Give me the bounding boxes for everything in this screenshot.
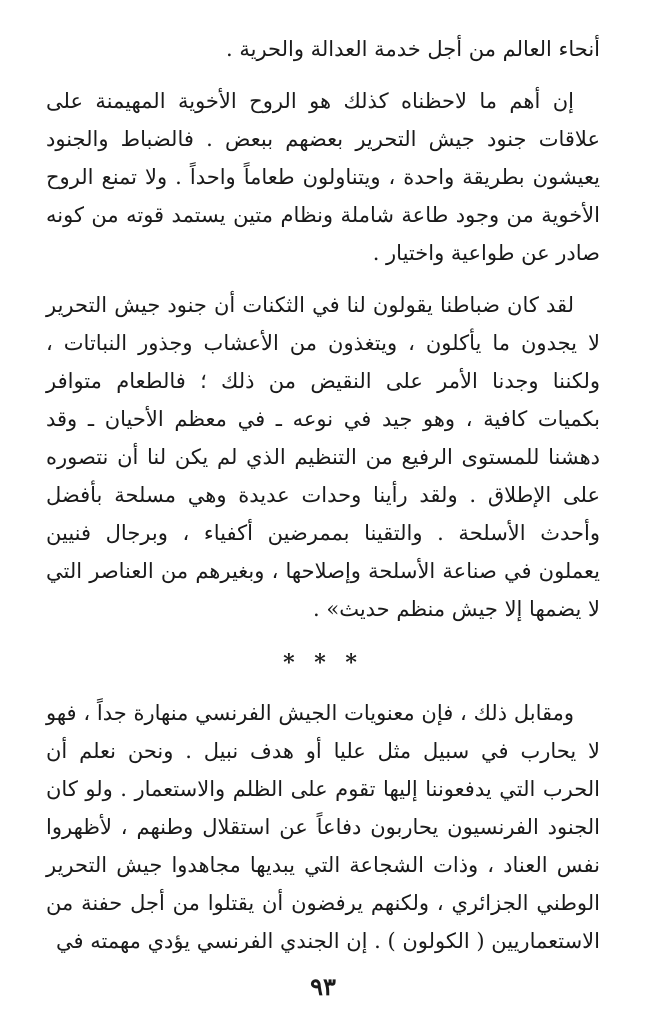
paragraph-continuation: أنحاء العالم من أجل خدمة العدالة والحرية . <box>225 37 600 61</box>
paragraph-barracks: لقد كان ضباطنا يقولون لنا في الثكنات أن جنود جيش التحرير لا يجدون ما يأكلون ، ويتغذون من الأعشاب وجذور النباتات ، ولكننا وجدنا الأمر على النقيض من ذلك ؛ فالطعام متوافر بكميات كافية ، وهو جيد في نوعه ـ في معظم الأحيان ـ وقد دهشنا للمستوى الرفيع من التنظيم الذي لم يكن لنا أن نتصوره على الإطلاق . ولقد رأينا وحدات عديدة وهي مسلحة بأفضل وأحدث الأسلحة . والتقينا بممرضين أكفياء ، وبرجال فنيين يعملون في صناعة الأسلحة وإصلاحها ، وبغيرهم من العناصر التي لا يضمها إلا جيش منظم حديث» . <box>46 293 600 621</box>
section-separator: * * * <box>283 650 363 676</box>
paragraph-french-army: ومقابل ذلك ، فإن معنويات الجيش الفرنسي منهارة جداً ، فهو لا يحارب في سبيل مثل عليا أو هدف نبيل . ونحن نعلم أن الحرب التي يدفعوننا إليها تقوم على الظلم والاستعمار . ولو كان الجنود الفرنسيون يحاربون دفاعاً عن استقلال وطنهم ، لأظهروا نفس العناد ، وذات الشجاعة التي يبديها مجاهدوا جيش التحرير الوطني الجزائري ، ولكنهم يرفضون أن يقتلوا من أجل حفنة من الاستعماريين ( الكولون ) . إن الجندي الفرنسي يؤدي مهمته في <box>46 701 600 953</box>
paragraph-brotherhood: إن أهم ما لاحظناه كذلك هو الروح الأخوية المهيمنة على علاقات جنود جيش التحرير بعضهم ببعض . فالضباط والجنود يعيشون بطريقة واحدة ، ويتناولون طعاماً واحداً . ولا تمنع الروح الأخوية من وجود طاعة شاملة ونظام متين يستمد قوته من كونه صادر عن طواعية واختيار . <box>46 89 600 265</box>
page-number: ٩٣ <box>310 972 336 1001</box>
page-body <box>46 30 600 960</box>
